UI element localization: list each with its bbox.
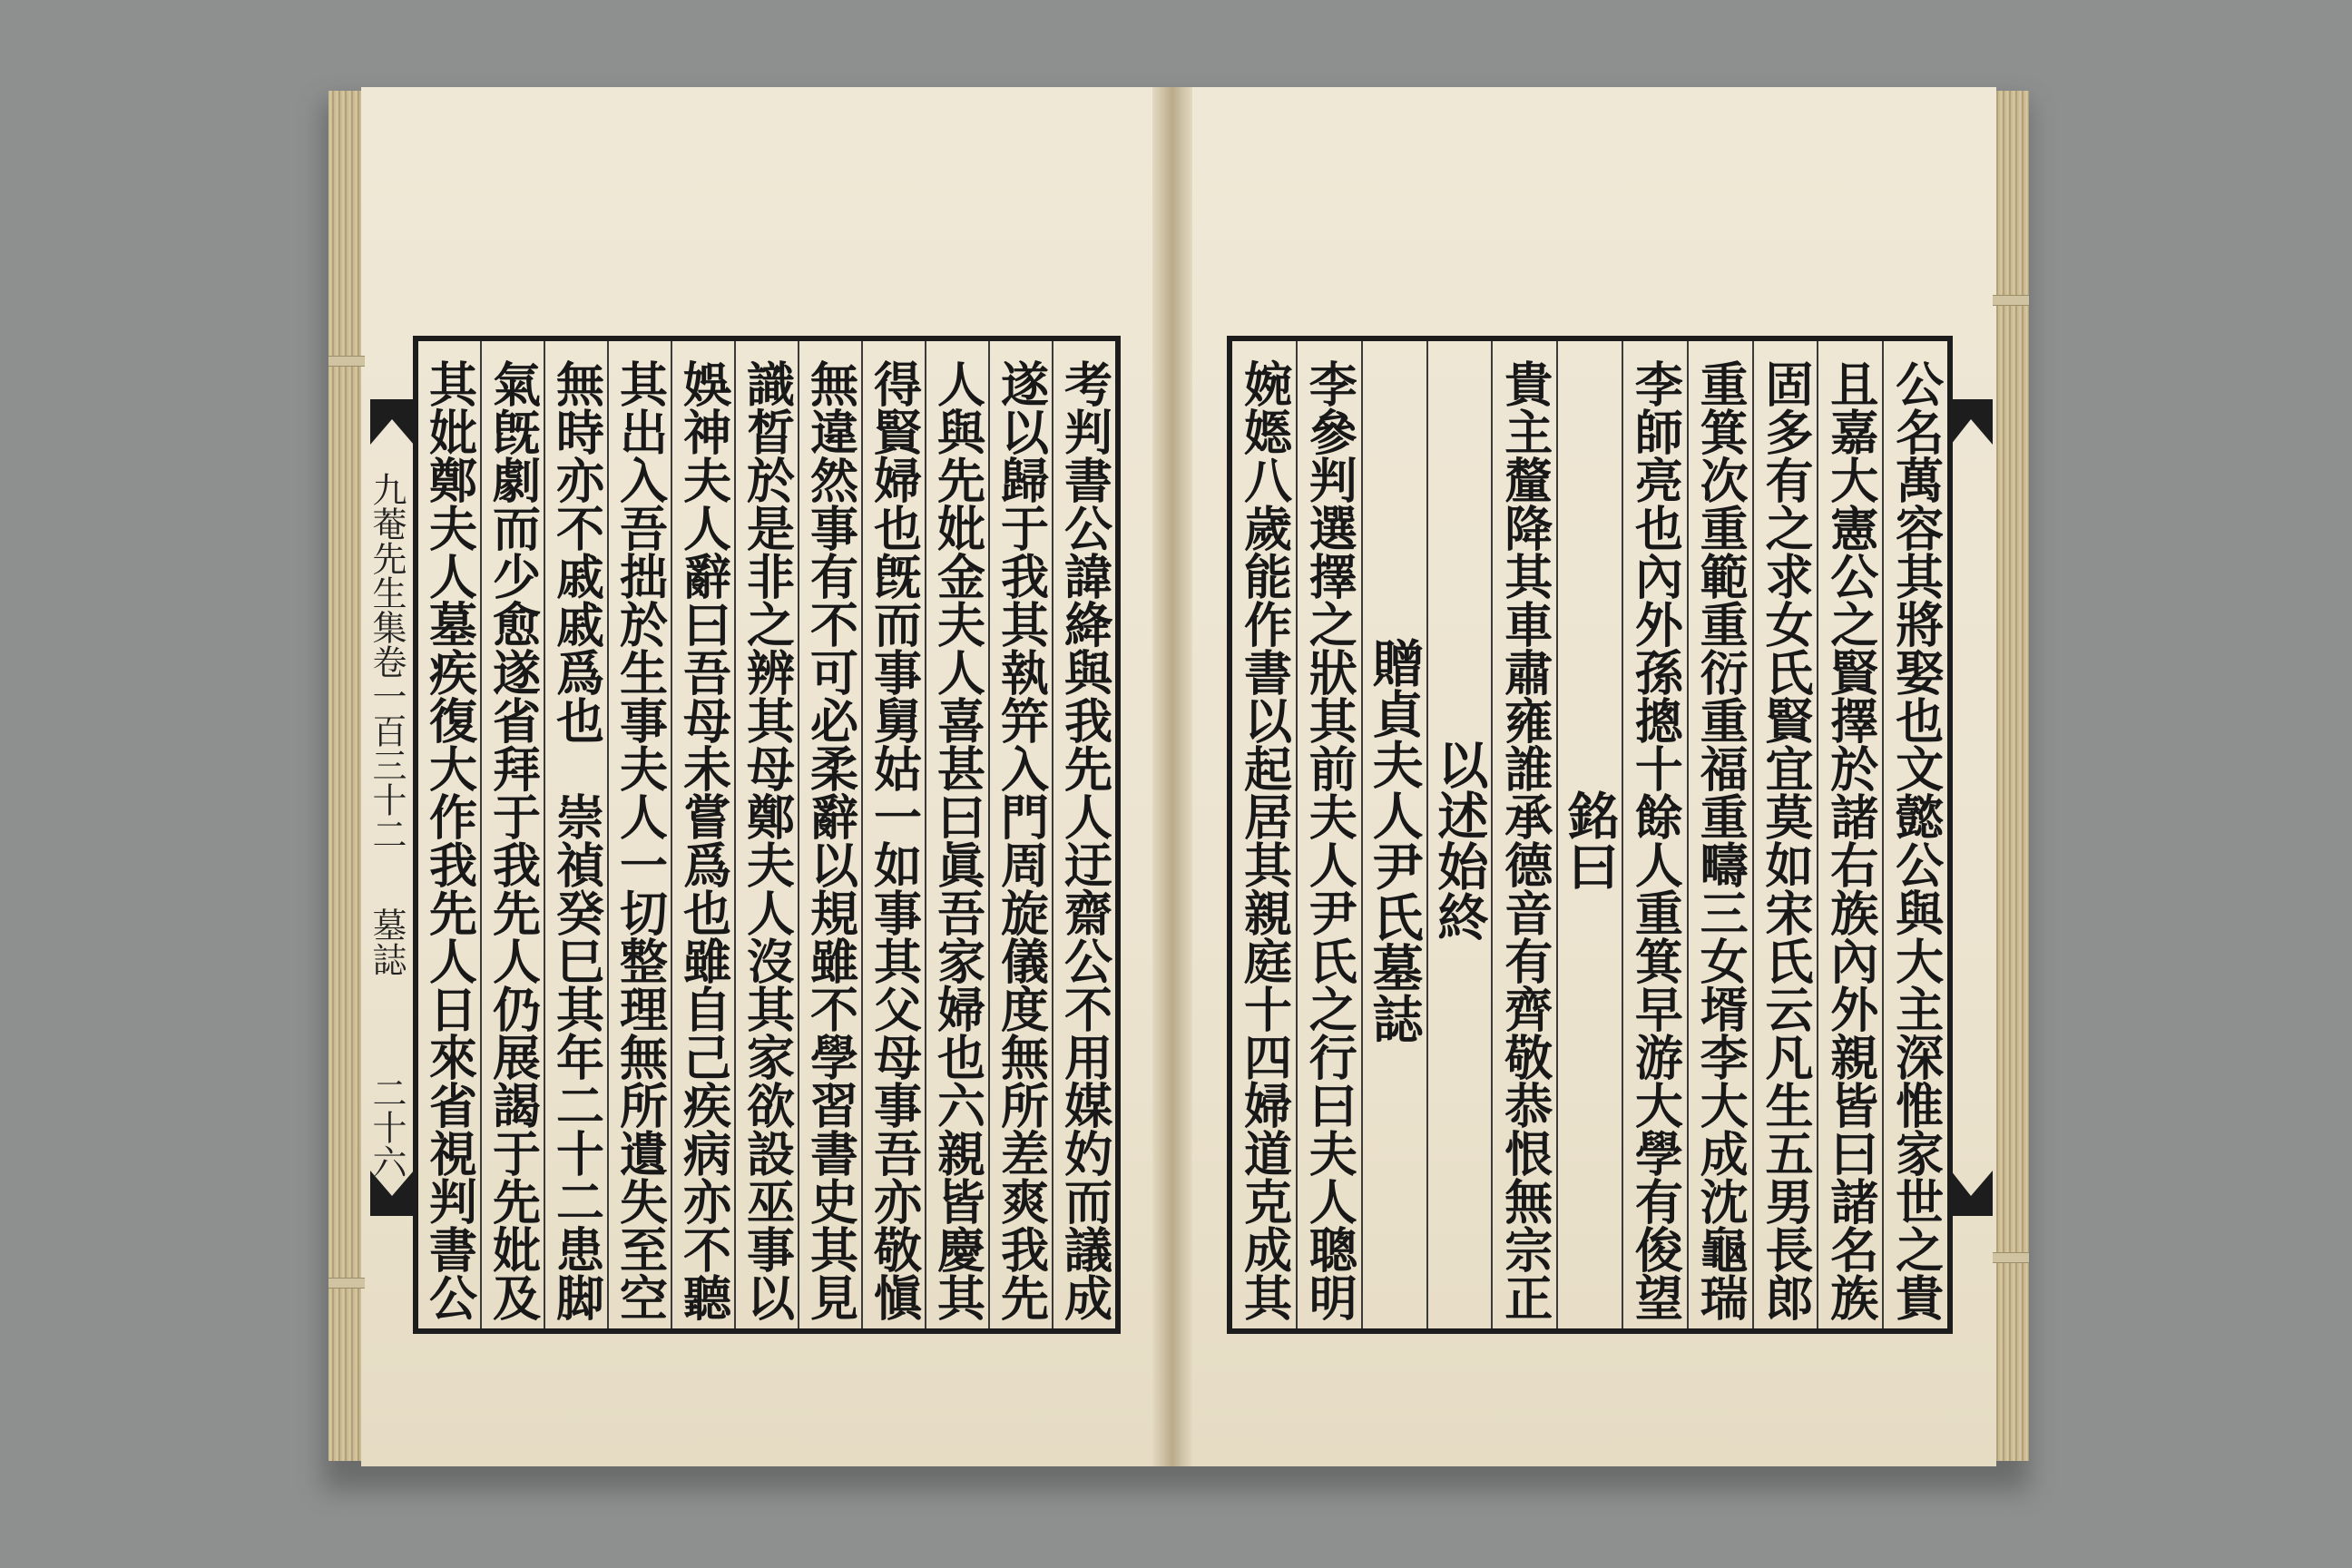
text-column xyxy=(1052,341,1115,1328)
text-column xyxy=(1426,341,1492,1328)
column-text: 貴主釐降其車肅雍誰承德音有齊敬恭恨無宗正 xyxy=(1496,359,1553,1321)
column-text: 固多有之求女氏賢宜莫如宋氏云凡生五男長郎 xyxy=(1757,359,1814,1321)
column-text: 以述始終 xyxy=(1429,739,1490,942)
column-text: 銘曰 xyxy=(1560,789,1621,891)
binding-thread xyxy=(328,356,365,367)
column-text: 氣旣劇而少愈遂省拜于我先人仍展謁于先妣及 xyxy=(485,359,542,1321)
text-column xyxy=(798,341,861,1328)
column-text: 婉嫕八歲能作書以起居其親庭十四婦道克成其 xyxy=(1236,359,1293,1321)
binding-thread xyxy=(1993,295,2029,306)
fishtail-mark-top-icon xyxy=(370,399,414,445)
text-column xyxy=(1687,341,1752,1328)
binding-thread xyxy=(328,1278,365,1289)
column-text: 無違然事有不可必柔辭以規雖不學習書史其見 xyxy=(802,359,859,1321)
fishtail-mark-bottom-icon xyxy=(370,1171,414,1216)
column-text: 李師亮也內外孫摠十餘人重箕早游大學有俊望 xyxy=(1627,359,1684,1321)
text-column xyxy=(861,341,925,1328)
text-column xyxy=(1882,341,1947,1328)
column-text: 其出入吾拙於生事夫人一切整理無所遺失至空 xyxy=(612,359,669,1321)
column-text: 娛神夫人辭曰吾母未嘗爲也雖自己疾病亦不聽 xyxy=(675,359,732,1321)
binding-thread xyxy=(1993,1252,2029,1263)
folio-number: 二十六 xyxy=(367,1075,407,1179)
text-column xyxy=(1622,341,1687,1328)
book-gutter xyxy=(1152,87,1192,1466)
column-text: 無時亦不戚戚爲也 崇禎癸巳其年二十二患脚 xyxy=(548,359,605,1321)
text-column xyxy=(1296,341,1361,1328)
text-column xyxy=(1361,341,1426,1328)
column-text: 遂以歸于我其執笄入門周旋儀度無所差爽我先 xyxy=(993,359,1050,1321)
right-text-block xyxy=(1227,336,1953,1334)
text-column xyxy=(544,341,607,1328)
text-column xyxy=(607,341,671,1328)
text-column xyxy=(480,341,544,1328)
text-column xyxy=(1752,341,1818,1328)
column-text: 考判書公諱絳與我先人迂齋公不用媒妁而議成 xyxy=(1056,359,1113,1321)
text-column xyxy=(925,341,988,1328)
column-text: 重箕次重範重衍重福重疇三女壻李大成沈龜瑞 xyxy=(1692,359,1749,1321)
text-column xyxy=(671,341,734,1328)
fishtail-mark-right-bottom-icon xyxy=(1951,1171,1993,1216)
text-column xyxy=(418,341,480,1328)
column-text: 且嘉大憲公之賢擇於諸右族內外親皆曰諸名族 xyxy=(1822,359,1879,1321)
text-column xyxy=(1232,341,1296,1328)
text-column xyxy=(988,341,1052,1328)
column-text: 李參判選擇之狀其前夫人尹氏之行曰夫人聰明 xyxy=(1301,359,1358,1321)
text-column xyxy=(734,341,798,1328)
column-text: 公名萬容其將娶也文懿公與大主深惟家世之貴 xyxy=(1887,359,1945,1321)
column-text: 人與先妣金夫人喜甚曰眞吾家婦也六親皆慶其 xyxy=(929,359,986,1321)
running-head: 九菴先生集卷一百三十二 xyxy=(367,472,407,851)
column-text: 識晳於是非之辨其母鄭夫人沒其家欲設巫事以 xyxy=(739,359,796,1321)
left-text-block xyxy=(413,336,1121,1334)
fishtail-mark-right-top-icon xyxy=(1951,399,1993,445)
text-column xyxy=(1556,341,1622,1328)
text-column xyxy=(1491,341,1556,1328)
text-column xyxy=(1817,341,1882,1328)
column-text: 其妣鄭夫人墓疾復大作我先人日來省視判書公 xyxy=(421,359,478,1321)
section-label: 墓誌 xyxy=(367,907,407,976)
column-text: 得賢婦也旣而事舅姑一如事其父母事吾亦敬愼 xyxy=(866,359,923,1321)
left-page-edges xyxy=(328,91,365,1461)
column-text: 贈貞夫人尹氏墓誌 xyxy=(1364,637,1425,1044)
